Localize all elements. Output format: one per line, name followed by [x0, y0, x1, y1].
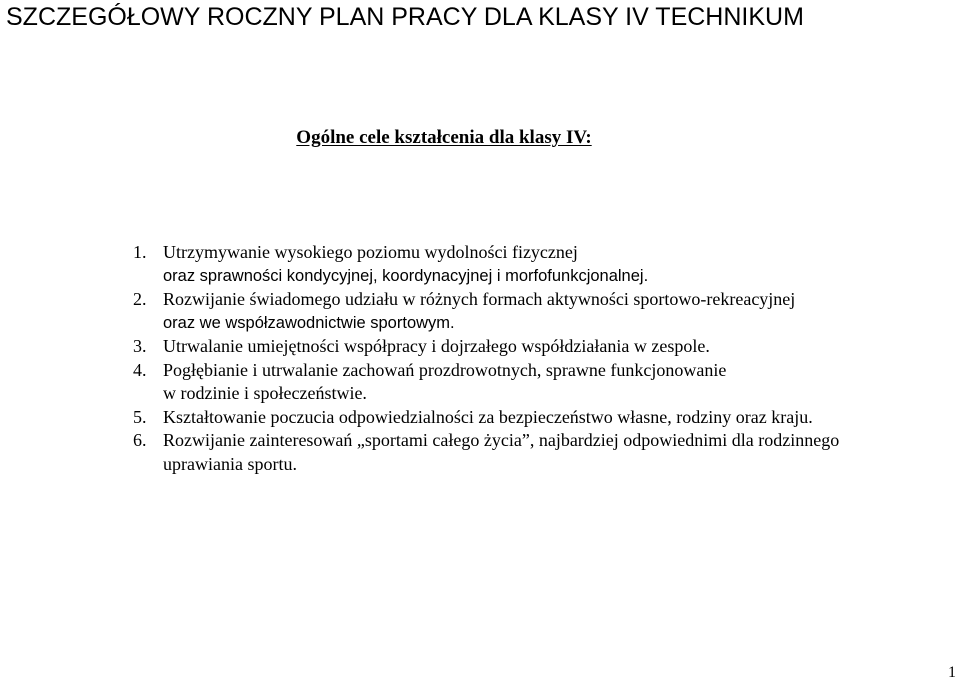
- goal-line: oraz sprawności kondycyjnej, koordynacyjnej i morfofunkcjonalnej.: [163, 266, 649, 285]
- goal-line: uprawiania sportu.: [163, 453, 297, 474]
- goal-item: [133, 359, 839, 406]
- goal-item: [133, 288, 839, 335]
- goal-text: [163, 406, 813, 430]
- goal-text: [163, 429, 839, 476]
- goal-line: Rozwijanie zainteresowań „sportami całego życia”, najbardziej odpowiednimi dla rodzinnego: [163, 430, 840, 450]
- goal-text: [163, 359, 726, 406]
- goal-line: Rozwijanie świadomego udziału w różnych formach aktywności sportowo-rekreacyjnej: [163, 289, 796, 309]
- goal-number: 5.: [133, 406, 147, 427]
- goal-line: Utrwalanie umiejętności współpracy i dojrzałego współdziałania w zespole.: [163, 336, 710, 356]
- goal-item: [133, 241, 839, 288]
- goal-line: w rodzinie i społeczeństwie.: [163, 383, 367, 403]
- goal-number: 1.: [133, 242, 147, 262]
- goal-line: Pogłębianie i utrwalanie zachowań prozdrowotnych, sprawne funkcjonowanie: [163, 359, 727, 380]
- goal-number: 3.: [133, 336, 147, 356]
- goal-line: oraz we współzawodnictwie sportowym.: [163, 313, 455, 332]
- goal-text: [163, 288, 795, 335]
- goal-number: 4.: [133, 359, 147, 380]
- page-number: 1: [948, 664, 956, 681]
- document-title: SZCZEGÓŁOWY ROCZNY PLAN PRACY DLA KLASY IV TECHNIKUM: [6, 3, 804, 31]
- goals-list: [133, 241, 839, 476]
- goal-item: [133, 429, 839, 476]
- goal-line: Kształtowanie poczucia odpowiedzialności za bezpieczeństwo własne, rodziny oraz kraju.: [163, 406, 813, 427]
- section-heading: Ogólne cele kształcenia dla klasy IV:: [296, 127, 592, 148]
- goal-text: [163, 241, 648, 288]
- goal-number: 6.: [133, 430, 147, 450]
- goal-item: [133, 335, 839, 359]
- goal-text: [163, 335, 710, 359]
- goal-item: [133, 406, 839, 430]
- goal-line: Utrzymywanie wysokiego poziomu wydolności fizycznej: [163, 242, 578, 262]
- goal-number: 2.: [133, 289, 147, 309]
